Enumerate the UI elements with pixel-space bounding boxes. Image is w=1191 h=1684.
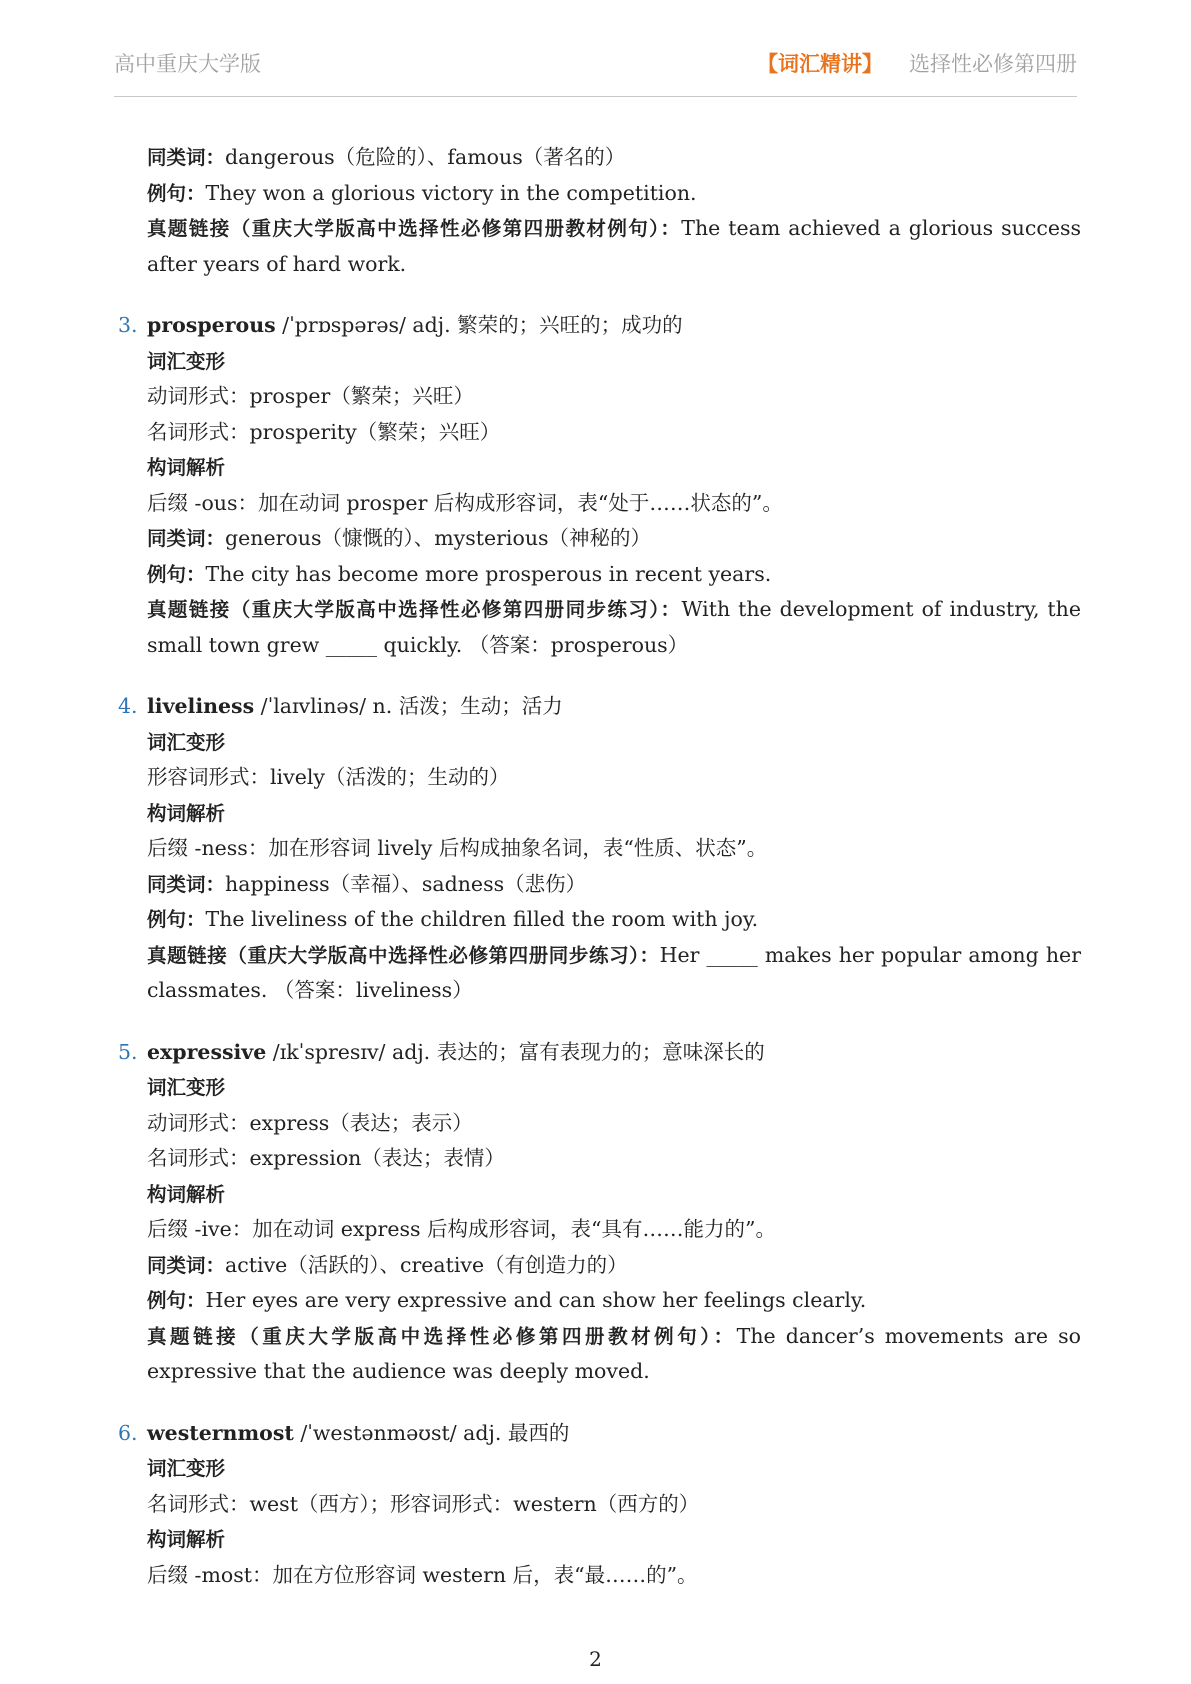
analysis-text: 后缀 -ous：加在动词 prosper 后构成形容词，表“处于……状态的”。 xyxy=(147,490,783,515)
headword: westernmost xyxy=(147,1420,294,1445)
forms-heading: 词汇变形 xyxy=(147,1076,226,1099)
exam-link-line xyxy=(118,1319,1081,1390)
similar-text: dangerous（危险的）、famous（著名的） xyxy=(225,145,626,169)
example-label: 例句： xyxy=(147,181,206,205)
definition: /ˈlaɪvlinəs/ n. 活泼；生动；活力 xyxy=(254,694,563,718)
vocab-entry xyxy=(118,1035,1081,1390)
analysis-text: 后缀 -ness：加在形容词 lively 后构成抽象名词，表“性质、状态”。 xyxy=(147,836,768,860)
page-number: 2 xyxy=(589,1647,602,1671)
analysis-heading: 构词解析 xyxy=(147,1182,226,1206)
example-text: The city has become more prosperous in recent years. xyxy=(205,561,772,586)
example-label: 例句： xyxy=(147,908,206,931)
forms-heading: 词汇变形 xyxy=(147,730,226,754)
exam-link-text: The dancer’s movements are so expressive that the audience was deeply moved. xyxy=(147,1323,1081,1383)
analysis-heading: 构词解析 xyxy=(147,801,226,825)
exam-link-line xyxy=(118,592,1081,663)
entry-headword-line xyxy=(118,1416,1081,1452)
definition: /ɪkˈspresɪv/ adj. 表达的；富有表现力的；意味深长的 xyxy=(266,1039,765,1064)
definition: /ˈwestənməʊst/ adj. 最西的 xyxy=(293,1420,570,1445)
example-line xyxy=(118,1283,1081,1319)
word-form: 形容词形式：lively（活泼的；生动的） xyxy=(147,765,510,789)
exam-link-text: Her _____ makes her popular among her classmates. （答案：liveliness） xyxy=(147,942,1081,1002)
header-right xyxy=(757,48,1077,78)
exam-link-text: With the development of industry, the small town grew _____ quickly. （答案：prosperous） xyxy=(147,597,1081,657)
similar-words-line xyxy=(118,867,1081,903)
example-label: 例句： xyxy=(147,562,206,586)
example-text: The liveliness of the children filled the room with joy. xyxy=(205,907,759,931)
exam-link-label: 真题链接（重庆大学版高中选择性必修第四册教材例句）： xyxy=(147,1324,737,1348)
exam-link-label: 真题链接（重庆大学版高中选择性必修第四册同步练习）： xyxy=(147,598,682,621)
definition: /ˈprɒspərəs/ adj. 繁荣的；兴旺的；成功的 xyxy=(275,313,683,337)
entry-number: 6. xyxy=(118,1420,138,1445)
volume-title: 选择性必修第四册 xyxy=(909,52,1077,76)
example-line xyxy=(118,176,1081,212)
similar-label: 同类词： xyxy=(147,1253,226,1277)
vocab-entry xyxy=(118,689,1081,1009)
analysis-heading: 构词解析 xyxy=(147,1528,226,1551)
word-form: 名词形式：prosperity（繁荣；兴旺） xyxy=(147,419,501,444)
example-line xyxy=(118,902,1081,938)
word-form: 动词形式：express（表达；表示） xyxy=(147,1110,473,1135)
example-text: They won a glorious victory in the competition. xyxy=(205,180,697,205)
exam-link-line xyxy=(118,938,1081,1009)
entry-headword-line xyxy=(118,689,1081,725)
similar-label: 同类词： xyxy=(147,872,226,896)
analysis-heading: 构词解析 xyxy=(147,456,226,479)
example-label: 例句： xyxy=(147,1289,206,1312)
similar-words-line xyxy=(118,140,1081,176)
similar-words-line xyxy=(118,1248,1081,1284)
headword: expressive xyxy=(147,1039,267,1064)
similar-text: happiness（幸福）、sadness（悲伤） xyxy=(225,871,587,896)
exam-link-text: The team achieved a glorious success after years of hard work. xyxy=(147,216,1081,276)
section-tag: 【词汇精讲】 xyxy=(757,52,883,76)
word-form: 动词形式：prosper（繁荣；兴旺） xyxy=(147,384,474,408)
entry-number: 4. xyxy=(118,694,138,718)
word-form: 名词形式：west（西方）；形容词形式：western（西方的） xyxy=(147,1491,700,1516)
forms-heading: 词汇变形 xyxy=(147,349,226,373)
exam-link-label: 真题链接（重庆大学版高中选择性必修第四册同步练习）： xyxy=(147,943,660,967)
book-title: 高中重庆大学版 xyxy=(114,52,261,76)
word-form: 名词形式：expression（表达；表情） xyxy=(147,1146,505,1170)
vocab-entry xyxy=(118,1416,1081,1594)
entry-headword-line xyxy=(118,1035,1081,1071)
example-line xyxy=(118,557,1081,593)
page-content xyxy=(118,140,1081,1593)
headword: liveliness xyxy=(147,694,255,718)
similar-label: 同类词： xyxy=(147,146,226,169)
headword: prosperous xyxy=(147,313,276,337)
example-text: Her eyes are very expressive and can show her feelings clearly. xyxy=(205,1288,867,1312)
entry-number: 3. xyxy=(118,313,138,337)
similar-text: active（活跃的）、creative（有创造力的） xyxy=(225,1252,628,1277)
exam-link-line xyxy=(118,211,1081,282)
vocab-entry xyxy=(118,308,1081,663)
analysis-text: 后缀 -ive：加在动词 express 后构成形容词，表“具有……能力的”。 xyxy=(147,1217,776,1241)
similar-words-line xyxy=(118,521,1081,557)
forms-heading: 词汇变形 xyxy=(147,1457,226,1480)
page-header xyxy=(114,44,1077,97)
similar-label: 同类词： xyxy=(147,527,226,550)
exam-link-label: 真题链接（重庆大学版高中选择性必修第四册教材例句）： xyxy=(147,217,682,240)
similar-text: generous（慷慨的）、mysterious（神秘的） xyxy=(225,526,652,550)
analysis-text: 后缀 -most：加在方位形容词 western 后，表“最……的”。 xyxy=(147,1562,698,1587)
entry-number: 5. xyxy=(118,1039,138,1064)
entry-headword-line xyxy=(118,308,1081,344)
